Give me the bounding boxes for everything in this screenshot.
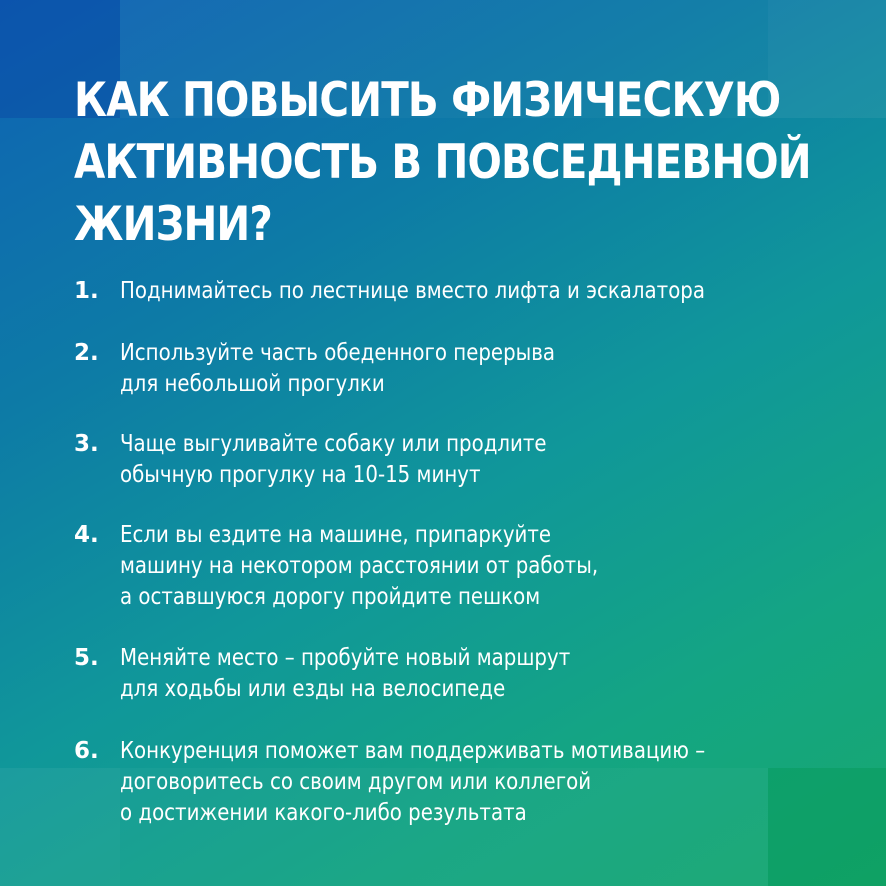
title-line-2: АКТИВНОСТЬ В ПОВСЕДНЕВНОЙ: [74, 135, 811, 190]
item-text-line: Меняйте место – пробуйте новый маршрут: [120, 645, 571, 671]
item-text-line: договоритесь со своим другом или коллегой: [120, 769, 592, 795]
item-text-line: для ходьбы или езды на велосипеде: [120, 676, 506, 702]
item-text: [120, 338, 774, 400]
item-text-line: Если вы ездите на машине, припаркуйте: [120, 522, 552, 548]
item-text: [120, 520, 774, 613]
item-number: 4.: [74, 522, 99, 548]
item-text-line: Используйте часть обеденного перерыва: [120, 340, 556, 366]
item-text-line: о достижении какого-либо результата: [120, 800, 527, 826]
item-number: 1.: [74, 278, 99, 304]
item-text-line: Чаще выгуливайте собаку или продлите: [120, 431, 547, 457]
item-text-line: машину на некотором расстоянии от работы,: [120, 553, 599, 579]
item-text: [120, 276, 774, 307]
item-text: [120, 429, 774, 491]
item-number: 5.: [74, 645, 99, 671]
item-text-line: для небольшой прогулки: [120, 371, 385, 397]
item-number: 2.: [74, 340, 99, 366]
background-tile-top-right: [768, 0, 886, 118]
item-text: [120, 736, 774, 829]
item-text-line: обычную прогулку на 10-15 минут: [120, 462, 481, 488]
page-title: [74, 70, 811, 256]
background-tile-bottom-left: [0, 768, 120, 886]
item-text-line: Поднимайтесь по лестнице вместо лифта и эскалатора: [120, 278, 705, 304]
title-line-1: КАК ПОВЫСИТЬ ФИЗИЧЕСКУЮ: [74, 73, 781, 128]
item-number: 3.: [74, 431, 99, 457]
item-number: 6.: [74, 738, 99, 764]
background-tile-bottom-right: [768, 768, 886, 886]
title-line-3: ЖИЗНИ?: [74, 197, 272, 252]
item-text: [120, 643, 774, 705]
item-text-line: Конкуренция поможет вам поддерживать мотивацию –: [120, 738, 706, 764]
item-text-line: а оставшуюся дорогу пройдите пешком: [120, 584, 541, 610]
